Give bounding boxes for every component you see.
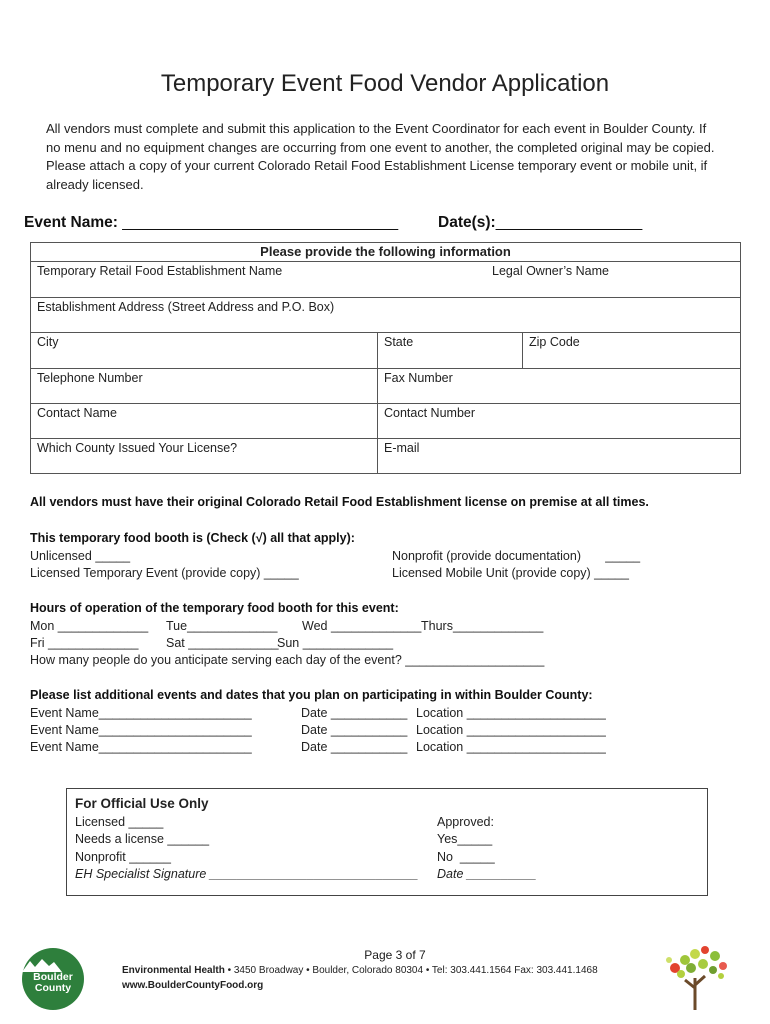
zip-cell[interactable] (523, 333, 741, 369)
footer-dept: Environmental Health (122, 965, 225, 976)
city-label: City (37, 335, 59, 349)
dates-label: Date(s): (438, 214, 496, 231)
official-no[interactable]: No _____ (437, 850, 495, 864)
contact-name-cell[interactable] (31, 404, 378, 439)
event-location-row-2[interactable]: Location ____________________ (416, 723, 606, 737)
footer-address: • 3450 Broadway • Boulder, Colorado 80304 • Tel: 303.441.1564 Fax: 303.441.1468 (224, 965, 598, 976)
official-yes[interactable]: Yes_____ (437, 832, 493, 846)
events-heading: Please list additional events and dates that you plan on participating in within Boulder County: (30, 688, 593, 702)
event-location-row-3[interactable]: Location ____________________ (416, 740, 606, 754)
official-use-box (66, 788, 708, 896)
footer-address-line (122, 965, 598, 976)
event-name-field[interactable] (24, 214, 398, 232)
logo-line-1: Boulder (33, 971, 73, 983)
fax-label: Fax Number (384, 371, 453, 385)
event-name-row-1[interactable]: Event Name______________________ (30, 706, 252, 720)
hours-thurs[interactable]: Thurs_____________ (421, 619, 544, 633)
event-name-row-2[interactable]: Event Name______________________ (30, 723, 252, 737)
event-name-row-3[interactable]: Event Name______________________ (30, 740, 252, 754)
hours-sat[interactable]: Sat _____________ (166, 636, 279, 650)
telephone-cell[interactable] (31, 369, 378, 404)
state-label: State (384, 335, 414, 349)
contact-number-cell[interactable] (378, 404, 741, 439)
address-cell[interactable] (31, 298, 741, 333)
hours-sun[interactable]: Sun _____________ (277, 636, 394, 650)
official-heading: For Official Use Only (75, 796, 209, 811)
official-signature[interactable]: EH Specialist Signature ______________________________ (75, 867, 419, 881)
boulder-county-logo (22, 948, 84, 1010)
unlicensed-option[interactable]: Unlicensed _____ (30, 549, 131, 563)
establishment-name-cell[interactable] (31, 262, 741, 298)
hours-tue[interactable]: Tue_____________ (166, 619, 278, 633)
hours-heading: Hours of operation of the temporary food booth for this event: (30, 601, 399, 615)
event-name-blank: ________________________________ (122, 214, 399, 231)
tree-logo-icon (655, 940, 735, 1012)
state-cell[interactable] (378, 333, 523, 369)
hours-wed[interactable]: Wed _____________ (302, 619, 422, 633)
dates-field[interactable] (438, 214, 642, 232)
document-title: Temporary Event Food Vendor Application (160, 70, 610, 97)
official-date[interactable]: Date __________ (437, 867, 537, 881)
city-cell[interactable] (31, 333, 378, 369)
telephone-label: Telephone Number (37, 371, 143, 385)
event-location-row-1[interactable]: Location ____________________ (416, 706, 606, 720)
establishment-name-label: Temporary Retail Food Establishment Name (37, 264, 283, 278)
contact-name-label: Contact Name (37, 406, 117, 420)
address-label: Establishment Address (Street Address and P.O. Box) (37, 300, 335, 314)
legal-owner-label: Legal Owner’s Name (492, 264, 609, 278)
official-approved: Approved: (437, 815, 494, 829)
hours-mon[interactable]: Mon _____________ (30, 619, 149, 633)
intro-paragraph: All vendors must complete and submit this application to the Event Coordinator for each event in Boulder County. If no menu and no equipment changes are occurring from one event to another, the completed original may be copied. Please attach a copy of your current Colorado Retail Food Establishment License temporary event or mobile unit, if already licensed. (46, 121, 715, 192)
mountains-icon (22, 958, 62, 972)
county-cell[interactable] (31, 439, 378, 474)
table-header: Please provide the following information (31, 243, 741, 262)
nonprofit-option[interactable]: Nonprofit (provide documentation) _____ (392, 549, 641, 563)
official-nonprofit[interactable]: Nonprofit ______ (75, 850, 171, 864)
official-needs-license[interactable]: Needs a license ______ (75, 832, 210, 846)
fax-cell[interactable] (378, 369, 741, 404)
email-label: E-mail (384, 441, 420, 455)
page-number: Page 3 of 7 (364, 948, 426, 962)
licensed-temp-option[interactable]: Licensed Temporary Event (provide copy) _____ (30, 566, 299, 580)
logo-line-2: County (34, 982, 72, 994)
licensed-mobile-option[interactable]: Licensed Mobile Unit (provide copy) _____ (392, 566, 629, 580)
event-date-row-2[interactable]: Date ___________ (301, 723, 408, 737)
zip-label: Zip Code (529, 335, 580, 349)
vendor-info-table (30, 242, 741, 474)
hours-fri[interactable]: Fri _____________ (30, 636, 139, 650)
event-date-row-1[interactable]: Date ___________ (301, 706, 408, 720)
event-name-label: Event Name: (24, 214, 118, 231)
dates-blank: _________________ (495, 214, 643, 231)
event-date-row-3[interactable]: Date ___________ (301, 740, 408, 754)
official-licensed[interactable]: Licensed _____ (75, 815, 164, 829)
booth-heading: This temporary food booth is (Check (√) all that apply): (30, 531, 355, 545)
contact-number-label: Contact Number (384, 406, 476, 420)
email-cell[interactable] (378, 439, 741, 474)
license-notice: All vendors must have their original Colorado Retail Food Establishment license on premise at all times. (30, 495, 649, 509)
serving-count-field[interactable]: How many people do you anticipate serving each day of the event? ____________________ (30, 653, 545, 667)
footer-website[interactable]: www.BoulderCountyFood.org (122, 980, 264, 991)
county-label: Which County Issued Your License? (37, 441, 238, 455)
